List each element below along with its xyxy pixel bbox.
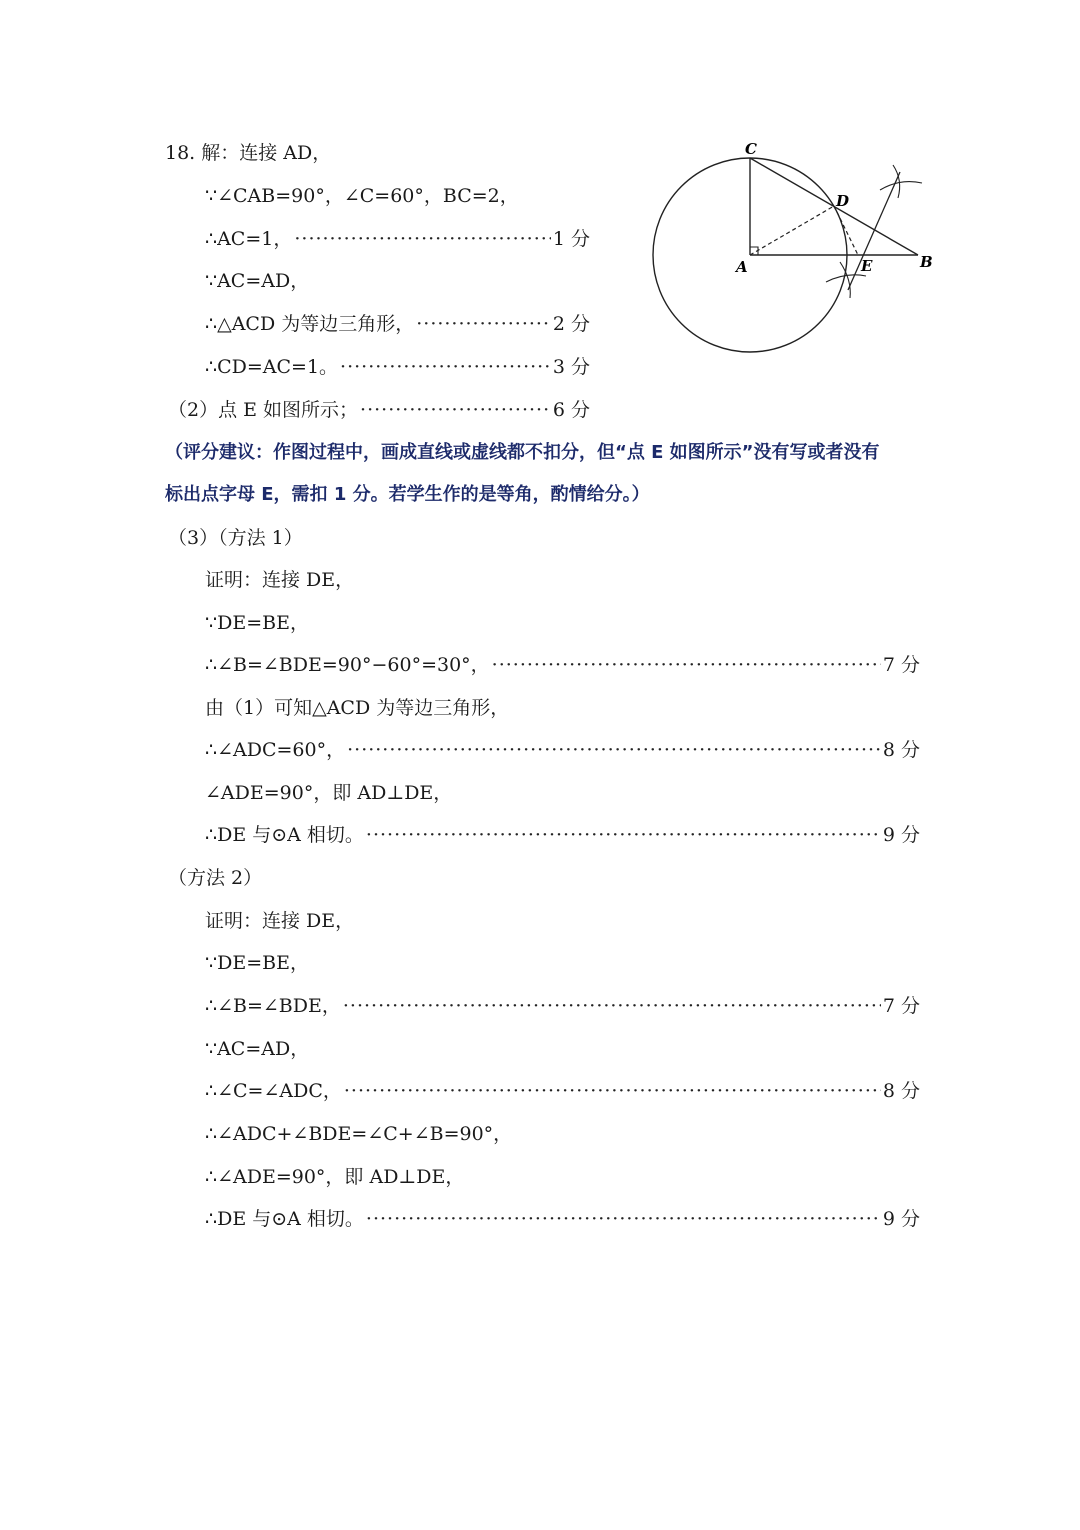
step-text: ∴∠ADC=60°， xyxy=(205,739,346,761)
dot-leader xyxy=(344,1078,881,1104)
step-text: ∴DE 与⊙A 相切。 xyxy=(205,824,364,846)
score-label: 1 分 xyxy=(552,228,590,250)
problem-header: 18. 解：连接 AD， xyxy=(165,142,332,164)
step-line: 证明：连接 DE， xyxy=(205,910,355,932)
part3-title: （3）（方法 1） xyxy=(168,527,303,549)
step-text: ∴△ACD 为等边三角形， xyxy=(205,313,415,335)
step-text: ∴∠C=∠ADC， xyxy=(205,1080,342,1102)
dot-leader xyxy=(294,226,551,252)
step-line: ∴∠ADC+∠BDE=∠C+∠B=90°， xyxy=(205,1123,513,1145)
construction-arc-bottom-2 xyxy=(840,262,850,298)
step-line: ∵DE=BE， xyxy=(205,612,309,634)
dot-leader xyxy=(366,1206,881,1232)
dot-leader xyxy=(340,354,551,380)
score-label: 8 分 xyxy=(882,739,920,761)
label-e: E xyxy=(861,257,873,275)
step-line-scored xyxy=(205,737,920,763)
score-label: 9 分 xyxy=(882,824,920,846)
dot-leader xyxy=(343,993,881,1019)
score-label: 8 分 xyxy=(882,1080,920,1102)
step-line: 证明：连接 DE， xyxy=(205,569,355,591)
step-line-scored xyxy=(168,397,590,423)
step-text: ∴∠B=∠BDE=90°−60°=30°， xyxy=(205,654,490,676)
label-b: B xyxy=(920,253,933,271)
step-line: ∵DE=BE， xyxy=(205,952,309,974)
label-c: C xyxy=(745,140,757,158)
step-line-scored xyxy=(205,1206,920,1232)
dot-leader xyxy=(366,822,881,848)
step-line: ∵AC=AD， xyxy=(205,1038,310,1060)
step-line-scored xyxy=(205,822,920,848)
score-label: 2 分 xyxy=(552,313,590,335)
construction-arc-bottom-1 xyxy=(826,275,866,282)
dot-leader xyxy=(492,652,881,678)
construction-arc-top-1 xyxy=(880,182,922,190)
score-label: 7 分 xyxy=(882,995,920,1017)
step-line: ∵∠CAB=90°，∠C=60°，BC=2， xyxy=(205,185,519,207)
step-line: 由（1）可知△ACD 为等边三角形， xyxy=(205,697,510,719)
step-line-scored xyxy=(205,993,920,1019)
dot-leader xyxy=(416,311,551,337)
dot-leader xyxy=(360,397,551,423)
score-label: 6 分 xyxy=(552,399,590,421)
step-text: ∴∠B=∠BDE， xyxy=(205,995,341,1017)
step-line-scored xyxy=(205,354,590,380)
step-line: ∵AC=AD， xyxy=(205,270,310,292)
score-label: 3 分 xyxy=(552,356,590,378)
step-text: （2）点 E 如图所示； xyxy=(168,399,359,421)
perpendicular-bisector xyxy=(848,172,900,290)
step-text: ∴AC=1， xyxy=(205,228,293,250)
score-label: 9 分 xyxy=(882,1208,920,1230)
step-line: ∴∠ADE=90°，即 AD⊥DE， xyxy=(205,1166,465,1188)
label-a: A xyxy=(736,258,748,276)
score-label: 7 分 xyxy=(882,654,920,676)
geometry-figure xyxy=(640,135,940,365)
step-line-scored xyxy=(205,1078,920,1104)
step-line-scored xyxy=(205,652,920,678)
step-line-scored xyxy=(205,311,590,337)
step-text: ∴CD=AC=1。 xyxy=(205,356,339,378)
step-line: ∠ADE=90°，即 AD⊥DE， xyxy=(205,782,453,804)
method2-title: （方法 2） xyxy=(168,867,263,889)
scoring-note-line-2: 标出点字母 E，需扣 1 分。若学生作的是等角，酌情给分。） xyxy=(165,484,650,505)
step-line-scored xyxy=(205,226,590,252)
step-text: ∴DE 与⊙A 相切。 xyxy=(205,1208,364,1230)
label-d: D xyxy=(836,192,850,210)
dot-leader xyxy=(347,737,881,763)
scoring-note-line-1: （评分建议：作图过程中，画成直线或虚线都不扣分，但“点 E 如图所示”没有写或者没有 xyxy=(165,442,880,463)
segment-ad-dashed xyxy=(750,206,834,255)
